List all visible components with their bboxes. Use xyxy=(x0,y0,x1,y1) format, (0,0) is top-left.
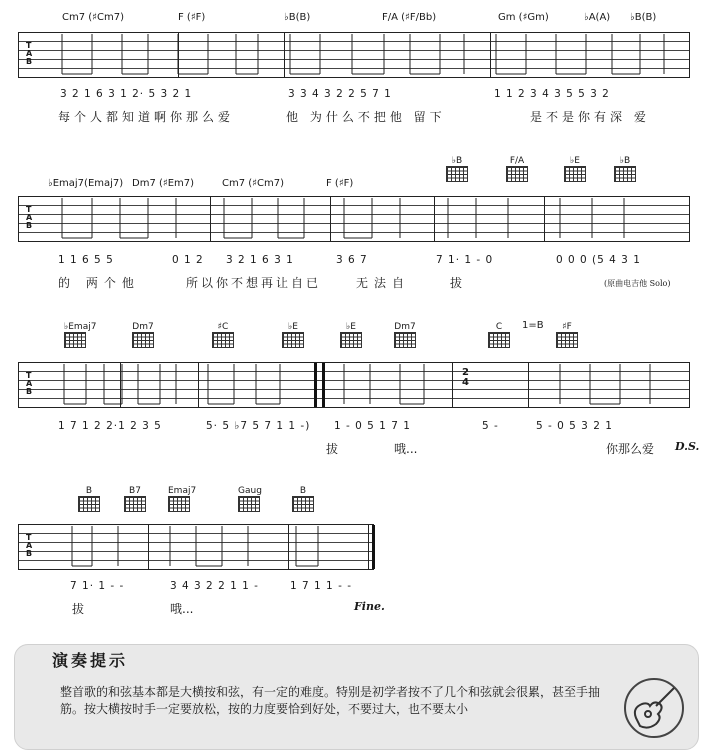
tab-clef: T A B xyxy=(26,41,33,66)
chord-label: Cm7 (♯Cm7) xyxy=(62,12,124,23)
chord-diagram: ♭E xyxy=(282,322,304,348)
ds-mark: D.S. xyxy=(675,440,700,453)
jianpu-measure: 7 1· 1 - - xyxy=(70,580,125,592)
chord-label: F/A (♯F/Bb) xyxy=(382,12,437,23)
tips-title: 演奏提示 xyxy=(52,651,129,670)
chord-diagram: ♭B xyxy=(614,156,636,182)
jianpu-measure: 1 - 0 5 1 7 1 xyxy=(334,420,411,432)
chord-label: F (♯F) xyxy=(326,178,354,189)
lyric-line: 他 为什么不把他 留下 xyxy=(286,110,446,124)
jianpu-row-2 xyxy=(0,254,711,270)
jianpu-measure: 1 7 1 2 2·1 2 3 5 xyxy=(58,420,162,432)
jianpu-measure: 0 0 0 (5 4 3 1 xyxy=(556,254,641,266)
time-signature: 2 4 xyxy=(462,367,469,388)
chord-label: Cm7 (♯Cm7) xyxy=(222,178,284,189)
lyric-line: 每个人都知道啊你那么爱 xyxy=(58,110,235,124)
lyrics-row-3 xyxy=(0,440,711,456)
chord-diagram: F/A xyxy=(506,156,528,182)
chord-label: F (♯F) xyxy=(178,12,206,23)
lyric-line: 的 两个他 xyxy=(58,276,140,290)
lyrics-row-1 xyxy=(0,108,711,124)
tips-text: 整首歌的和弦基本都是大横按和弦，有一定的难度。特别是初学者按不了几个和弦就会很累，甚至手抽筋。按大横按时手一定要放松，按的力度要恰到好处，不要过大，也不要太小 xyxy=(60,685,601,716)
jianpu-measure: 3 2 1 6 3 1 xyxy=(226,254,294,266)
jianpu-measure: 5· 5 ♭7 5 7 1 1 -) xyxy=(206,420,311,432)
chord-label: ♭A(A) xyxy=(584,12,611,23)
jianpu-row-3 xyxy=(0,420,711,436)
rhythm-stems-4 xyxy=(0,524,380,570)
key-change: 1=B xyxy=(522,320,544,331)
jianpu-measure: 1 1 6 5 5 xyxy=(58,254,114,266)
chord-diagram: C xyxy=(488,322,510,348)
rhythm-stems-1 xyxy=(0,32,711,78)
lyric-line: 哦... xyxy=(394,442,418,456)
tab-clef: T A B xyxy=(26,533,33,558)
tab-clef: T A B xyxy=(26,205,33,230)
chord-diagram: ♭Emaj7 xyxy=(64,322,86,348)
chord-label: Gm (♯Gm) xyxy=(498,12,549,23)
jianpu-measure: 0 1 2 xyxy=(172,254,204,266)
chord-diagram: ♯C xyxy=(212,322,234,348)
chord-row-2 xyxy=(0,178,711,194)
chord-diagram: B7 xyxy=(124,486,146,512)
jianpu-measure: 7 1· 1 - 0 xyxy=(436,254,494,266)
rhythm-stems-3 xyxy=(0,362,711,408)
chord-diagram: ♯F xyxy=(556,322,578,348)
chord-row-1 xyxy=(0,12,711,28)
lyric-line: 拔 xyxy=(72,602,85,616)
chord-diagram: ♭E xyxy=(564,156,586,182)
chord-label: Dm7 (♯Em7) xyxy=(132,178,195,189)
fine-mark: Fine. xyxy=(354,600,385,613)
chord-diagram: B xyxy=(292,486,314,512)
jianpu-row-1 xyxy=(0,88,711,104)
guitar-icon xyxy=(622,676,686,740)
chord-diagram: B xyxy=(78,486,100,512)
chord-diagram: ♭B xyxy=(446,156,468,182)
lyric-line: 拔 xyxy=(326,442,339,456)
chord-diagram: ♭E xyxy=(340,322,362,348)
jianpu-measure: 3 2 1 6 3 1 2· 5 3 2 1 xyxy=(60,88,193,100)
lyric-line: 所以你不想再让自已 xyxy=(186,276,322,290)
jianpu-measure: 5 - xyxy=(482,420,499,432)
jianpu-measure: 3 3 4 3 2 2 5 7 1 xyxy=(288,88,392,100)
solo-note: (原曲电吉他 Solo) xyxy=(604,279,671,288)
chord-diagram: Dm7 xyxy=(132,322,154,348)
lyric-line: 你那么爱 xyxy=(606,442,655,456)
chord-diagram: Dm7 xyxy=(394,322,416,348)
chord-label: ♭B(B) xyxy=(630,12,657,23)
lyric-line: 拔 xyxy=(450,276,463,290)
tab-clef: T A B xyxy=(26,371,33,396)
chord-label: ♭B(B) xyxy=(284,12,311,23)
jianpu-measure: 1 1 2 3 4 3 5 5 3 2 xyxy=(494,88,610,100)
lyric-line: 是不是你有深 爱 xyxy=(530,110,650,124)
chord-label: ♭Emaj7(Emaj7) xyxy=(48,178,124,189)
rhythm-stems-2 xyxy=(0,196,711,242)
chord-diagram: Emaj7 xyxy=(168,486,190,512)
jianpu-measure: 5 - 0 5 3 2 1 xyxy=(536,420,613,432)
jianpu-measure: 1 7 1 1 - - xyxy=(290,580,352,592)
jianpu-row-4 xyxy=(0,580,711,596)
jianpu-measure: 3 6 7 xyxy=(336,254,368,266)
lyric-line: 哦... xyxy=(170,602,194,616)
jianpu-measure: 3 4 3 2 2 1 1 - xyxy=(170,580,259,592)
chord-diagram: Gaug xyxy=(238,486,260,512)
lyric-line: 无法自 xyxy=(356,276,411,290)
